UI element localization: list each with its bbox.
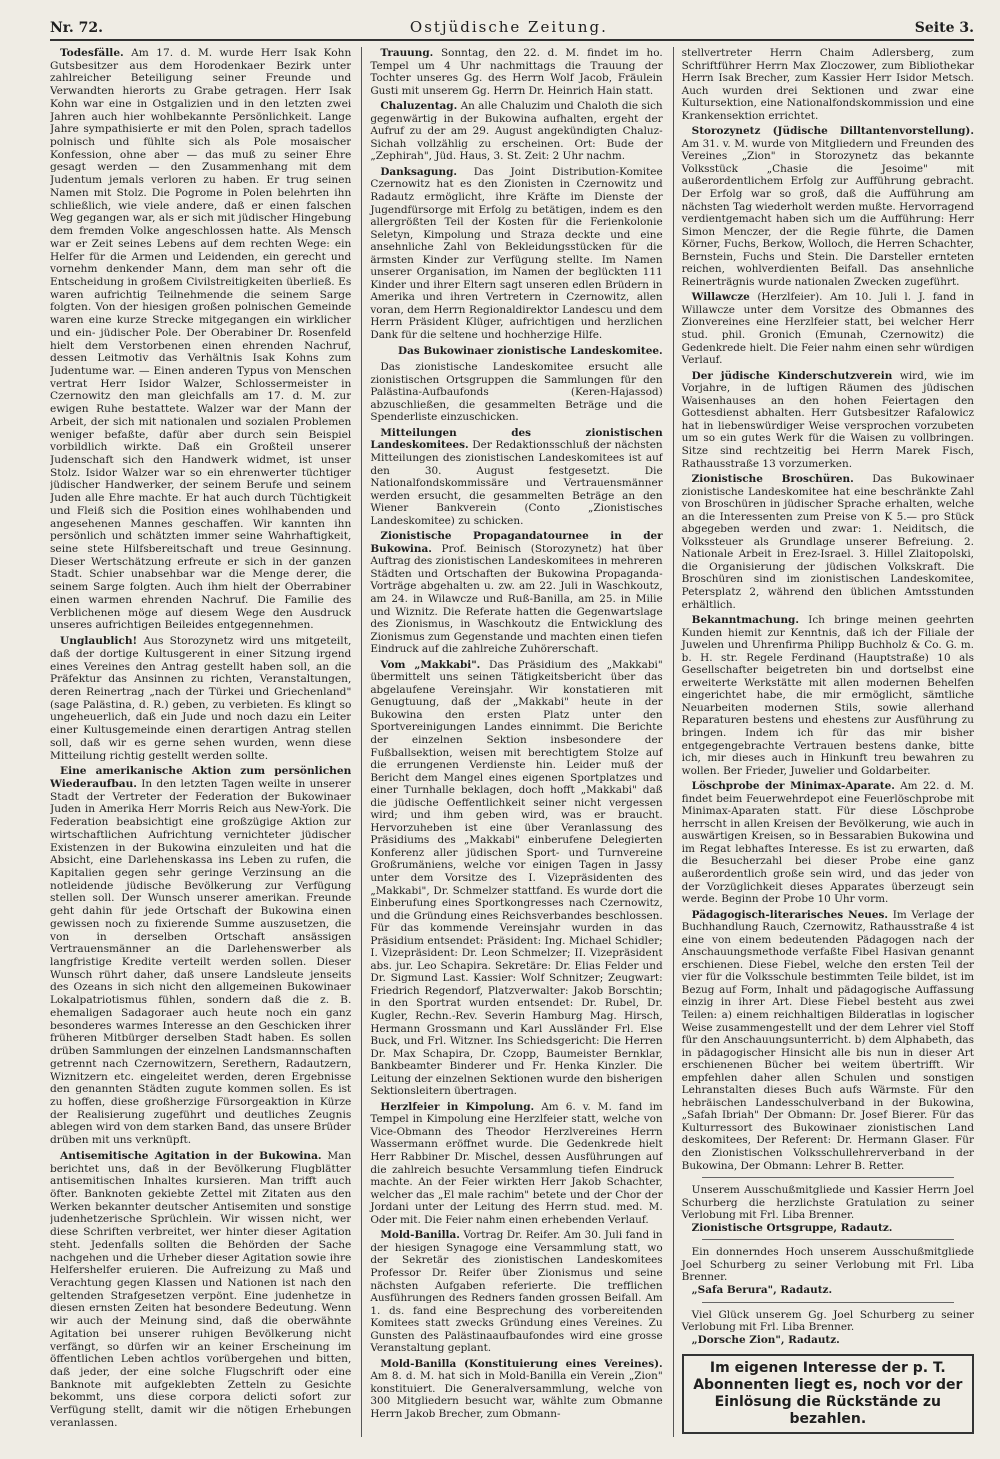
article-mold-banilla [370, 1229, 662, 1354]
masthead [50, 14, 974, 41]
article-unglaublich [50, 635, 351, 762]
article-heading: Mold-Banilla. [380, 1229, 460, 1242]
article-body: Man berichtet uns, daß in der Bevölkerung Flugblätter antisemitischen Inhaltes kursieren. Man trifft auch öfter. Banknoten gekiebte Zettel mit Zitaten aus den Werken bekannter deutscher Antisemiten und sonstige judenhetzerische Sprüchlein. Wir wissen nicht, wer diese Schriften verbreitet, wer hinter dieser Agitation steht. Jedenfalls sollten die Behörden der Sache nachgehen und die Urheber dieser Agitation sowie ihre Helfershelfer eruieren. Die Aufreizung zu Maß und Verachtung gegen Klassen und Nationen ist nach den geltenden Strafgesetzen verpönt. Eine judenhetze in diesen ernsten Zeiten hat besondere Bedeutung. Wenn wir auch der Meinung sind, daß die oberwähnte Agitation bei unserer ruhigen Bevölkerung nicht verfängt, so dürfen wir an keiner Erscheinung im öffentlichen Leben achtlos vorübergehen und bitten, daß jeder, der eine solche Flugschrift oder eine Banknote mit aufgeklebten Zetteln zu Gesichte bekommt, uns diese corpora delicti sofort zur Verfügung stellt, damit wir die nötigen Erhebungen veranlassen. [50, 1149, 352, 1429]
article-body: Ich bringe meinen geehrten Kunden hiemit zur Kenntnis, daß ich der Filiale der Juwelen und Uhrenfirma Philipp Buchholz & Co. G. m. b. H. str. Regele Ferdinand (Hauptstraße) 10 als Gesellschafter beigetreten bin und dortselbst eine erweiterte Werkstätte mit allen modernen Behelfen eingerichtet habe, die mir ermöglicht, sämtliche Neuarbeiten modernen Stils, sowie allerhand Reparaturen bestens und ehestens zur Ausführung zu bringen. Indem ich für das mir bisher entgegengebrachte Vertrauen bestens danke, bitte ich, mir dieses auch in Hinkunft treu bewahren zu wollen. Ber Frieder, Juwelier und Goldarbeiter. [681, 614, 974, 777]
article-body: Am 6. v. M. fand im Tempel in Kimpolung eine Herzlfeier statt, welche von Vice-Obmann des Theodor Herzlvereines Herrn Wassermann eröffnet wurde. Die Gedenkrede hielt Herr Rabbiner Dr. Mischel, dessen Ausführungen auf die zahlreich besuchte Versammlung tiefen Eindruck machte. An der Feier wirkten Herr Jakob Schachter, welcher das „El male rachim" betete und der Chor der Jordani unter der Leitung des Herrn stud. med. M. Oder mit. Die Feier nahm einen erhebenden Verlauf. [370, 1100, 663, 1226]
article-makkabi [370, 659, 662, 1098]
article-antisemitische-agitation [50, 1150, 351, 1430]
newspaper-title: Ostjüdische Zeitung. [409, 18, 608, 36]
column-2 [361, 47, 662, 1437]
article-body: Vortrag Dr. Reifer. Am 30. Juli fand in der hiesigen Synagoge eine Versammlung statt, wo der Sekretär des zionistischen Landeskomitees Professor Dr. Reifer über Zionismus und seine nächsten Aufgaben referierte. Die trefflichen Ausführungen des Redners fanden grossen Beifall. Am 1. ds. fand eine Besprechung des vorbereitenden Komitees statt zwecks Gründung eines Vereines. Zu Gunsten des Palästinaaufbaufondes wird eine grosse Veranstaltung geplant. [370, 1229, 663, 1355]
issue-number: Nr. 72. [50, 20, 103, 36]
column-3 [673, 47, 974, 1437]
signature: Das Bukowinaer zionistische Landeskomitee. [398, 344, 663, 357]
article-body: Das Präsidium des „Makkabi" übermittelt uns seinen Tätigkeitsbericht über das abgelaufene Vereinsjahr. Wir konstatieren mit Genugtuung, daß der „Makkabi" heute in der Bukowina den ersten Platz unter den Sportvereinigungen Landes einnimmt. Die Berichte der einzelnen Sektion insbesondere der Fußballsektion, weisen mit berechtigtem Stolze auf die errungenen Verdienste hin. Leider muß der Bericht dem Mangel eines eigenen Sportplatzes und einer Turnhalle beklagen, doch hofft „Makkabi" daß die jüdische Oeffentlichkeit seiner nicht vergessen wird; und ihm geben wird, was er braucht. Hervorzuheben ist eine über Veranlassung des Präsidiums des „Makkabi" einberufene Delegierten Konferenz aller jüdischen Sport- und Turnvereine Großrumäniens, welche vor einigen Tagen in Jassy unter dem Vorsitze des I. Vizepräsidenten des „Makkabi", Dr. Schmelzer stattfand. Es wurde dort die Einberufung eines Sportkongresses nach Czernowitz, und die Gründung eines Reichsverbandes beschlossen. Für das kommende Vereinsjahr wurden in das Präsidium entsendet: Präsident: Ing. Michael Schidler; I. Vizepräsident: Dr. Leon Schmelzer; II. Vizepräsident abs. jur. Leo Schapira. Sekretäre: Dr. Elias Felder und Dr. Sigmund Last. Kassier: Wolf Schnitzer; Zeugwart: Friedrich Regendorf, Platzverwalter: Jakob Borschtin; in den Sportrat wurden entsendet: Dr. Rubel, Dr. Kugler, Rechn.-Rev. Severin Hamburg Mag. Hirsch, Hermann Grossmann und Karl Aussländer Frl. Else Buck, und Frl. Witzner. Ins Schiedsgericht: Die Herren Dr. Max Schapira, Dr. Czopp, Baumeister Bernklar, Bankbeamter Binderer und Fr. Henka Kinzler. Die Leitung der einzelnen Sektionen wurde den bisherigen Sektionsleitern übertragen. [370, 658, 663, 1098]
article-trauung [370, 47, 662, 97]
article-herzlfeier [370, 1101, 662, 1226]
article-heading: Mold-Banilla (Konstituierung eines Vereines). [380, 1357, 663, 1370]
article-body: Das Bukowinaer zionistische Landeskomitee hat eine beschränkte Zahl von Broschüren in jüdischer Sprache erhalten, welche an die Interessenten zum Preise von K 5.— pro Stück abgegeben werden und zwar: 1. Neiditsch, die Volkssteuer als Grundlage unserer Befreiung. 2. Nationale Arbeit in Erez-Israel. 3. Hillel Zlaitopolski, die Organisierung der jüdischen Volkskraft. Die Broschüren sind im zionistischen Landeskomitee, Petersplatz 2, während den üblichen Amtsstunden erhältlich. [681, 473, 974, 611]
article-willawcze [682, 291, 974, 366]
article-heading: Zionistische Broschüren. [691, 473, 854, 486]
page-number: Seite 3. [914, 20, 974, 36]
article-heading: Löschprobe der Minimax-Aparate. [691, 780, 895, 793]
article-danksagung [370, 166, 662, 342]
article-body: In den letzten Tagen weilte in unserer Stadt der Vertreter der Federation der Bukowinaer Juden in Amerika Herr Morris Reich aus New-York. Die Federation beabsichtigt eine großzügige Aktion zur wirtschaftlichen Aufrichtung vernichteter jüdischer Existenzen in der Bukowina einzuleiten und hat die Absicht, eine Darlehenskassa ins Leben zu rufen, die Kapitalien gegen sehr geringe Verzinsung an die notleidende jüdische Bevölkerung zur Verfügung stellen soll. Der Wunsch unserer amerikan. Freunde geht dahin für jede Ortschaft der Bukowina einen gewissen noch zu fixierende Summe auszusetzen, die von in derselben Ortschaft ansässigen Vertrauensmänner an die Darlehenswerber als langfristige Kredite verteilt werden sollen. Dieser Wunsch rührt daher, daß unsere Landsleute jenseits des Ozeans in sich nicht den allgemeinen Bukowinaer Lokalpatriotismus fühlen, sondern daß die z. B. ehemaligen Sadagoraer auch heute noch ein ganz besonderes warmes Interesse an den Geschicken ihrer früheren Mitbürger derselben Stadt haben. Es sollen drüben Sammlungen der einzelnen Landsmannschaften getrennt nach Czernowitzern, Serethern, Radautzern, Wiznitzern etc. eingeleitet werden, deren Ergebnisse den genannten Städten zugute kommen sollen. Es ist zu hoffen, diese großherzige Fürsorgeaktion in Kürze der Realisierung zugeführt und deutliches Zeugnis ablegen wird von dem starken Band, das unsere Brüder drüben mit uns verknüpft. [50, 777, 352, 1147]
article-body: Am 8. d. M. hat sich in Mold-Banilla ein Verein „Zion" konstituiert. Die Generalversammlung, welche von 300 Mitgliedern besucht war, wählte zum Obmanne Herrn Jakob Brecher, zum Obmann- [370, 1370, 663, 1420]
announcement-text: Unserem Ausschußmitgliede und Kassier Herrn Joel Schurberg die herzlichste Gratulation zu seiner Verlobung mit Frl. Liba Brenner. [681, 1184, 974, 1222]
article-body: wird, wie im Vorjahre, in de luftigen Räumen des jüdischen Waisenhauses an den hohen Feiertagen den Gottesdienst abhalten. Herr Gutsbesitzer Rafalowicz hat in liebenswürdiger Weise versprochen vorzubeten um so ein gutes Werk für die Waisen zu vollbringen. Sitze sind rechtzeitig bei Herrn Marek Fisch, Rathausstraße 13 vorzumerken. [681, 369, 974, 470]
announcement-signature: „Dorsche Zion", Radautz. [691, 1333, 840, 1346]
article-bekanntmachung [682, 614, 974, 777]
article-chaluzentag [370, 100, 662, 163]
article-body: Das Joint Distribution-Komitee Czernowitz hat es den Zionisten in Czernowitz und Radautz ermöglicht, ihre Kräfte im Dienste der Jugendfürsorge mit Erfolg zu betätigen, indem es den allergrößten Teil der Kosten für die Ferienkolonie Seletyn, Kimpolung und Straza deckte und eine ansehnliche Zahl von Bekleidungsstücken für die ärmsten Kinder zur Verfügung stellte. Im Namen unserer Organisation, im Namen der beglückten 111 Kinder und ihrer Eltern sagt unseren edlen Brüdern in Amerika und ihren Vertretern in Czernowitz, allen voran, dem Herrn Regionaldirektor Landescu und dem Herrn Präsident Klüger, aufrichtigen und herzlichen Dank für die seltene und hochherzige Hilfe. [370, 165, 663, 342]
article-heading: Chaluzentag. [380, 100, 458, 113]
article-body: Am 17. d. M. wurde Herr Isak Kohn Gutsbesitzer aus dem Horodenkaer Bezirk unter zahlreicher Beteiligung seiner Freunde und Verwandten hierorts zu Grabe getragen. Herr Isak Kohn war eine in Ostgalizien und in den letzten zwei Jahren auch hier wohlbekannte Persönlichkeit. Lange Jahre sympathisierte er mit den Polen, sprach tadellos polnisch und fühlte sich als Pole mosaischer Konfession, ohne aber — das muß zu seiner Ehre gesagt werden — den Zusammenhang mit dem Judentum jemals verloren zu haben. Er trug seinen Namen mit Stolz. Die Pogrome in Polen belehrten ihn schließlich, wie viele andere, daß er einen falschen Weg gegangen war, als er sich mit jüdischer Hingebung dem fremden Volke angeschlossen hatte. Als Mensch war er Zeit seines Lebens auf dem rechten Wege: ein Helfer für die Armen und Leidenden, ein gerecht und vornehm denkender Mann, dem man sehr oft die Entscheidung in großem Civilstreitigkeiten überließ. Es waren aufrichtig Teilnehmende die seinem Sarge folgten. Von der hiesigen großen polnischen Gemeinde waren eine kurze Strecke mitgegangen ein wirklicher und ein- jüdischer Pole. Der Oberabiner Dr. Rosenfeld hielt dem Verstorbenen einen ehrenden Nachruf, dessen Leitmotiv das Verhältnis Isak Kohns zum Judentume war. — Einen anderen Typus von Menschen vertrat Herr Isidor Walzer, Schlossermeister in Czernowitz den man gleichfalls am 17. d. M. zur ewigen Ruhe bestattete. Walzer war der Mann der Arbeit, der sich mit nationalen und sozialen Problemen weniger befaßte, dafür aber durch sein Beispiel vorbildlich wirkte. Daß ein Großteil unserer Judenschaft sich den Handwerk widmet, ist unser Stolz. Isidor Walzer war so ein ehrenwerter tüchtiger jüdischer Handwerker, der seinem Berufe und seinem Juden alle Ehre machte. Er hat auch durch Tüchtigkeit und Fleiß sich die Position eines wohlhabenden und angesehenen Mannes geschaffen. Wir kannten ihn persönlich und schätzten immer seine Wahrhaftigkeit, seine stete Hilfsbereitschaft und treue Gesinnung. Dieser Wertschätzung erfreute er sich in der ganzen Stadt. Schier unabsehbar war die Menge derer, die seinem Sarge folgten. Auch ihm hielt der Oberrabiner einen warmen ehrenden Nachruf. Die Familie des Verblichenen möge auf diesem Wege den Ausdruck unseres aufrichtigen Beileides entgegennehmen. [50, 47, 352, 632]
article-heading: Antisemitische Agitation in der Bukowina. [60, 1149, 322, 1162]
divider [702, 1177, 954, 1178]
article-heading: Herzlfeier in Kimpolung. [380, 1100, 535, 1113]
column-1 [50, 47, 351, 1437]
article-heading: Storozynetz (Jüdische Dilltantenvorstellung). [691, 125, 974, 138]
article-heading: Bekanntmachung. [691, 614, 799, 627]
subscriber-notice: Im eigenen Interesse der p. T. Abonnenten liegt es, noch vor der Einlösung die Rückstände zu bezahlen. [682, 1354, 974, 1434]
article-mold-banilla-verein [370, 1358, 662, 1421]
announcement-signature: „Safa Berura", Radautz. [691, 1283, 833, 1296]
article-heading: Trauung. [380, 47, 434, 59]
article-paedagogisch [682, 909, 974, 1172]
announcement-1 [682, 1184, 974, 1234]
article-body: Aus Storozynetz wird uns mitgeteilt, daß der dortige Kultusgerent in einer Sitzung irgend eines Vereines den Antrag gestellt haben soll, an die Präfektur das Ansinnen zu richten, Veranstaltungen, deren Reinertrag „nach der Türkei und Griechenland" (sage Palästina, d. R.) geben, zu verbieten. Es klingt so ungeheuerlich, daß ein Jude und noch dazu ein Leiter einer Kultusgemeinde einen derartigen Antrag stellen soll, daß wir es gerne sehen wurden, wenn diese Mitteilung richtig gestellt werden sollte. [50, 635, 352, 762]
article-heading: Vom „Makkabi". [380, 658, 481, 671]
divider [702, 1239, 954, 1240]
article-heading: Eine amerikanische Aktion zum persönlichen Wiederaufbau. [50, 765, 352, 790]
announcement-text: Viel Glück unserem Gg. Joel Schurberg zu seiner Verlobung mit Frl. Liba Brenner. [681, 1308, 974, 1334]
article-body: Prof. Beinisch (Storozynetz) hat über Auftrag des zionistischen Landeskomitees in mehreren Städten und Ortschaften der Bukowina Propaganda-Vorträge abgehalten u. zw. am 22. Juli in Waschkoutz, am 24. in Wilawcze und Ruß-Banilla, am 25. in Milie und Wiznitz. Die Referate hatten die Gegenwartslage des Zionismus, in Waschkoutz die Entwicklung des Zionismus zum Gegenstande und machten einen tiefen Eindruck auf die zahlreiche Zuhörerschaft. [370, 542, 663, 656]
article-body: (Herzlfeier). Am 10. Juli l. J. fand in Willawcze unter dem Vorsitze des Obmannes des Zionvereines eine Herzlfeier statt, bei welcher Herr stud. phil. Gronich (Emunah, Czernowitz) die Gedenkrede hielt. Die Feier nahm einen sehr würdigen Verlauf. [681, 291, 974, 367]
announcement-text: Ein donnerndes Hoch unserem Ausschußmitgliede Joel Schurberg zu seiner Verlobung mit Frl. Liba Brenner. [681, 1246, 974, 1284]
article-heading: Zionistische Propagandatournee in der Bukowina. [370, 530, 663, 555]
announcement-3 [682, 1309, 974, 1347]
article-columns [50, 47, 974, 1437]
article-body: Am 22. d. M. findet beim Feuerwehrdepot eine Feuerlöschprobe mit Minimax-Aparaten statt. Für diese Löschprobe herrscht in allen Kreisen der Bevölkerung, wie auch in auswärtigen Kreisen, so in Bessarabien Bukowina und im Regat lebhaftes Interesse. Es ist zu erwarten, daß die Besucherzahl bei dieser Probe eine ganz außerordentlich große sein wird, und das jeder von der Vorzüglichkeit dieses Apparates überzeugt sein werde. Beginn der Probe 10 Uhr vorm. [681, 780, 974, 906]
divider [702, 1302, 954, 1303]
article-storozynetz [682, 125, 974, 288]
article-body: An alle Chaluzim und Chaloth die sich gegenwärtig in der Bukowina aufhalten, ergeht der Aufruf zu der am 29. August angekündigten Chaluz-Sichah vollzählig zu erscheinen. Ort: Bude der „Zephirah", Jüd. Haus, 3. St. Zeit: 2 Uhr nachm. [370, 100, 663, 163]
article-body: Im Verlage der Buchhandlung Rauch, Czernowitz, Rathausstraße 4 ist eine von einem bedeutenden Pädagogen nach der Anschauungsmethode verfaßte Fibel Hasivan genannt erschienen. Diese Fiebel, welche den ersten Teil der vier für die Volksschule bestimmten Teile bildet, ist im Bezug auf Form, Inhalt und pädagogische Auffassung einzig in ihrer Art. Diese Fiebel besteht aus zwei Teilen: a) einem reichhaltigen Bilderatlas in logischer Weise zusammengestellt und der dem Lehrer viel Stoff für den Anschauungsunterricht. b) dem Alphabeth, das in pädagogischer Hinsicht alle bis nun in dieser Art erschienenen Bücher bei weitem übertrifft. Wir empfehlen daher allen Schulen und sonstigen Lehranstalten dieses Buch aufs Wärmste. Für den hebräischen Landesschulverband in der Bukowina, „Safah Ibriah" Der Obmann: Dr. Josef Bierer. Für das Kulturressort des Bukowinaer zionistischen Land deskomitees, Der Referent: Dr. Hermann Glaser. Für den Zionistischen Volksschullehrerverband in der Bukowina, Der Obmann: Lehrer B. Retter. [681, 908, 974, 1172]
article-landeskomitee: Das zionistische Landeskomitee ersucht alle zionistischen Ortsgruppen die Sammlungen für den Palästina-Aufbaufonds (Keren-Hajassod) abzuschließen, die gesammelten Beträge und die Spenderliste einzuschicken. [370, 361, 663, 424]
article-heading: Todesfälle. [60, 47, 124, 59]
article-todesfaelle [50, 47, 351, 632]
article-amerikanische-aktion [50, 765, 351, 1147]
article-body: Am 31. v. M. wurde von Mitgliedern und Freunden des Vereines „Zion" in Storozynetz das bekannte Volksstück „Chasie die Jesoime" mit außerordentlichem Erfolg zur Aufführung gebracht. Der Erfolg war so groß, daß die Aufführung am nächsten Tag wiederholt werden mußte. Hervorragend verdientgemacht haben sich um die Aufführung: Herr Simon Menczer, der die Regie führte, die Damen Körner, Fuchs, Berkow, Wolloch, die Herren Schachter, Bernstein, Fuchs und Stein. Die Darsteller ernteten reichen, wohlverdienten Beifall. Das ansehnliche Reinerträgnis wurde nationalen Zwecken zugeführt. [681, 137, 974, 288]
article-propagandatournee [370, 530, 662, 655]
article-heading: Willawcze [691, 291, 750, 304]
article-kinderschutzverein [682, 370, 974, 470]
article-broschueren [682, 473, 974, 611]
article-heading: Mitteilungen des zionistischen Landeskomitees. [370, 426, 663, 452]
article-continuation: stellvertreter Herrn Chaim Adlersberg, zum Schriftführer Herrn Max Zloczower, zum Bibliothekar Herrn Isak Brecher, zum Kassier Herr Isidor Metsch. Auch wurden drei Sektionen und zwar eine Kultursektion, eine Nationalfondskommission und eine Krankensektion errichtet. [681, 47, 974, 122]
article-body: Der Redaktionsschluß der nächsten Mitteilungen des zionistischen Landeskomitees ist auf den 30. August festgesetzt. Die Nationalfondskommissäre und Vertrauensmänner werden ersucht, die gesammelten Beträge an den Wiener Bankverein (Conto „Zionistisches Landeskomitee) zu schicken. [370, 439, 663, 527]
announcement-2 [682, 1246, 974, 1296]
article-mitteilungen [370, 427, 662, 527]
article-body: Sonntag, den 22. d. M. findet im ho. Tempel um 4 Uhr nachmittags die Trauung der Tochter unseres Gg. des Herrn Wolf Jacob, Fräulein Gusti mit unserem Gg. Herrn Dr. Heinrich Hain statt. [370, 47, 663, 97]
article-heading: Der jüdische Kinderschutzverein [691, 369, 893, 382]
article-heading: Danksagung. [380, 165, 458, 178]
article-heading: Pädagogisch-literarisches Neues. [691, 908, 889, 921]
article-heading: Unglaublich! [60, 635, 138, 648]
announcement-signature: Zionistische Ortsgruppe, Radautz. [691, 1221, 893, 1234]
article-loeschprobe [682, 780, 974, 905]
